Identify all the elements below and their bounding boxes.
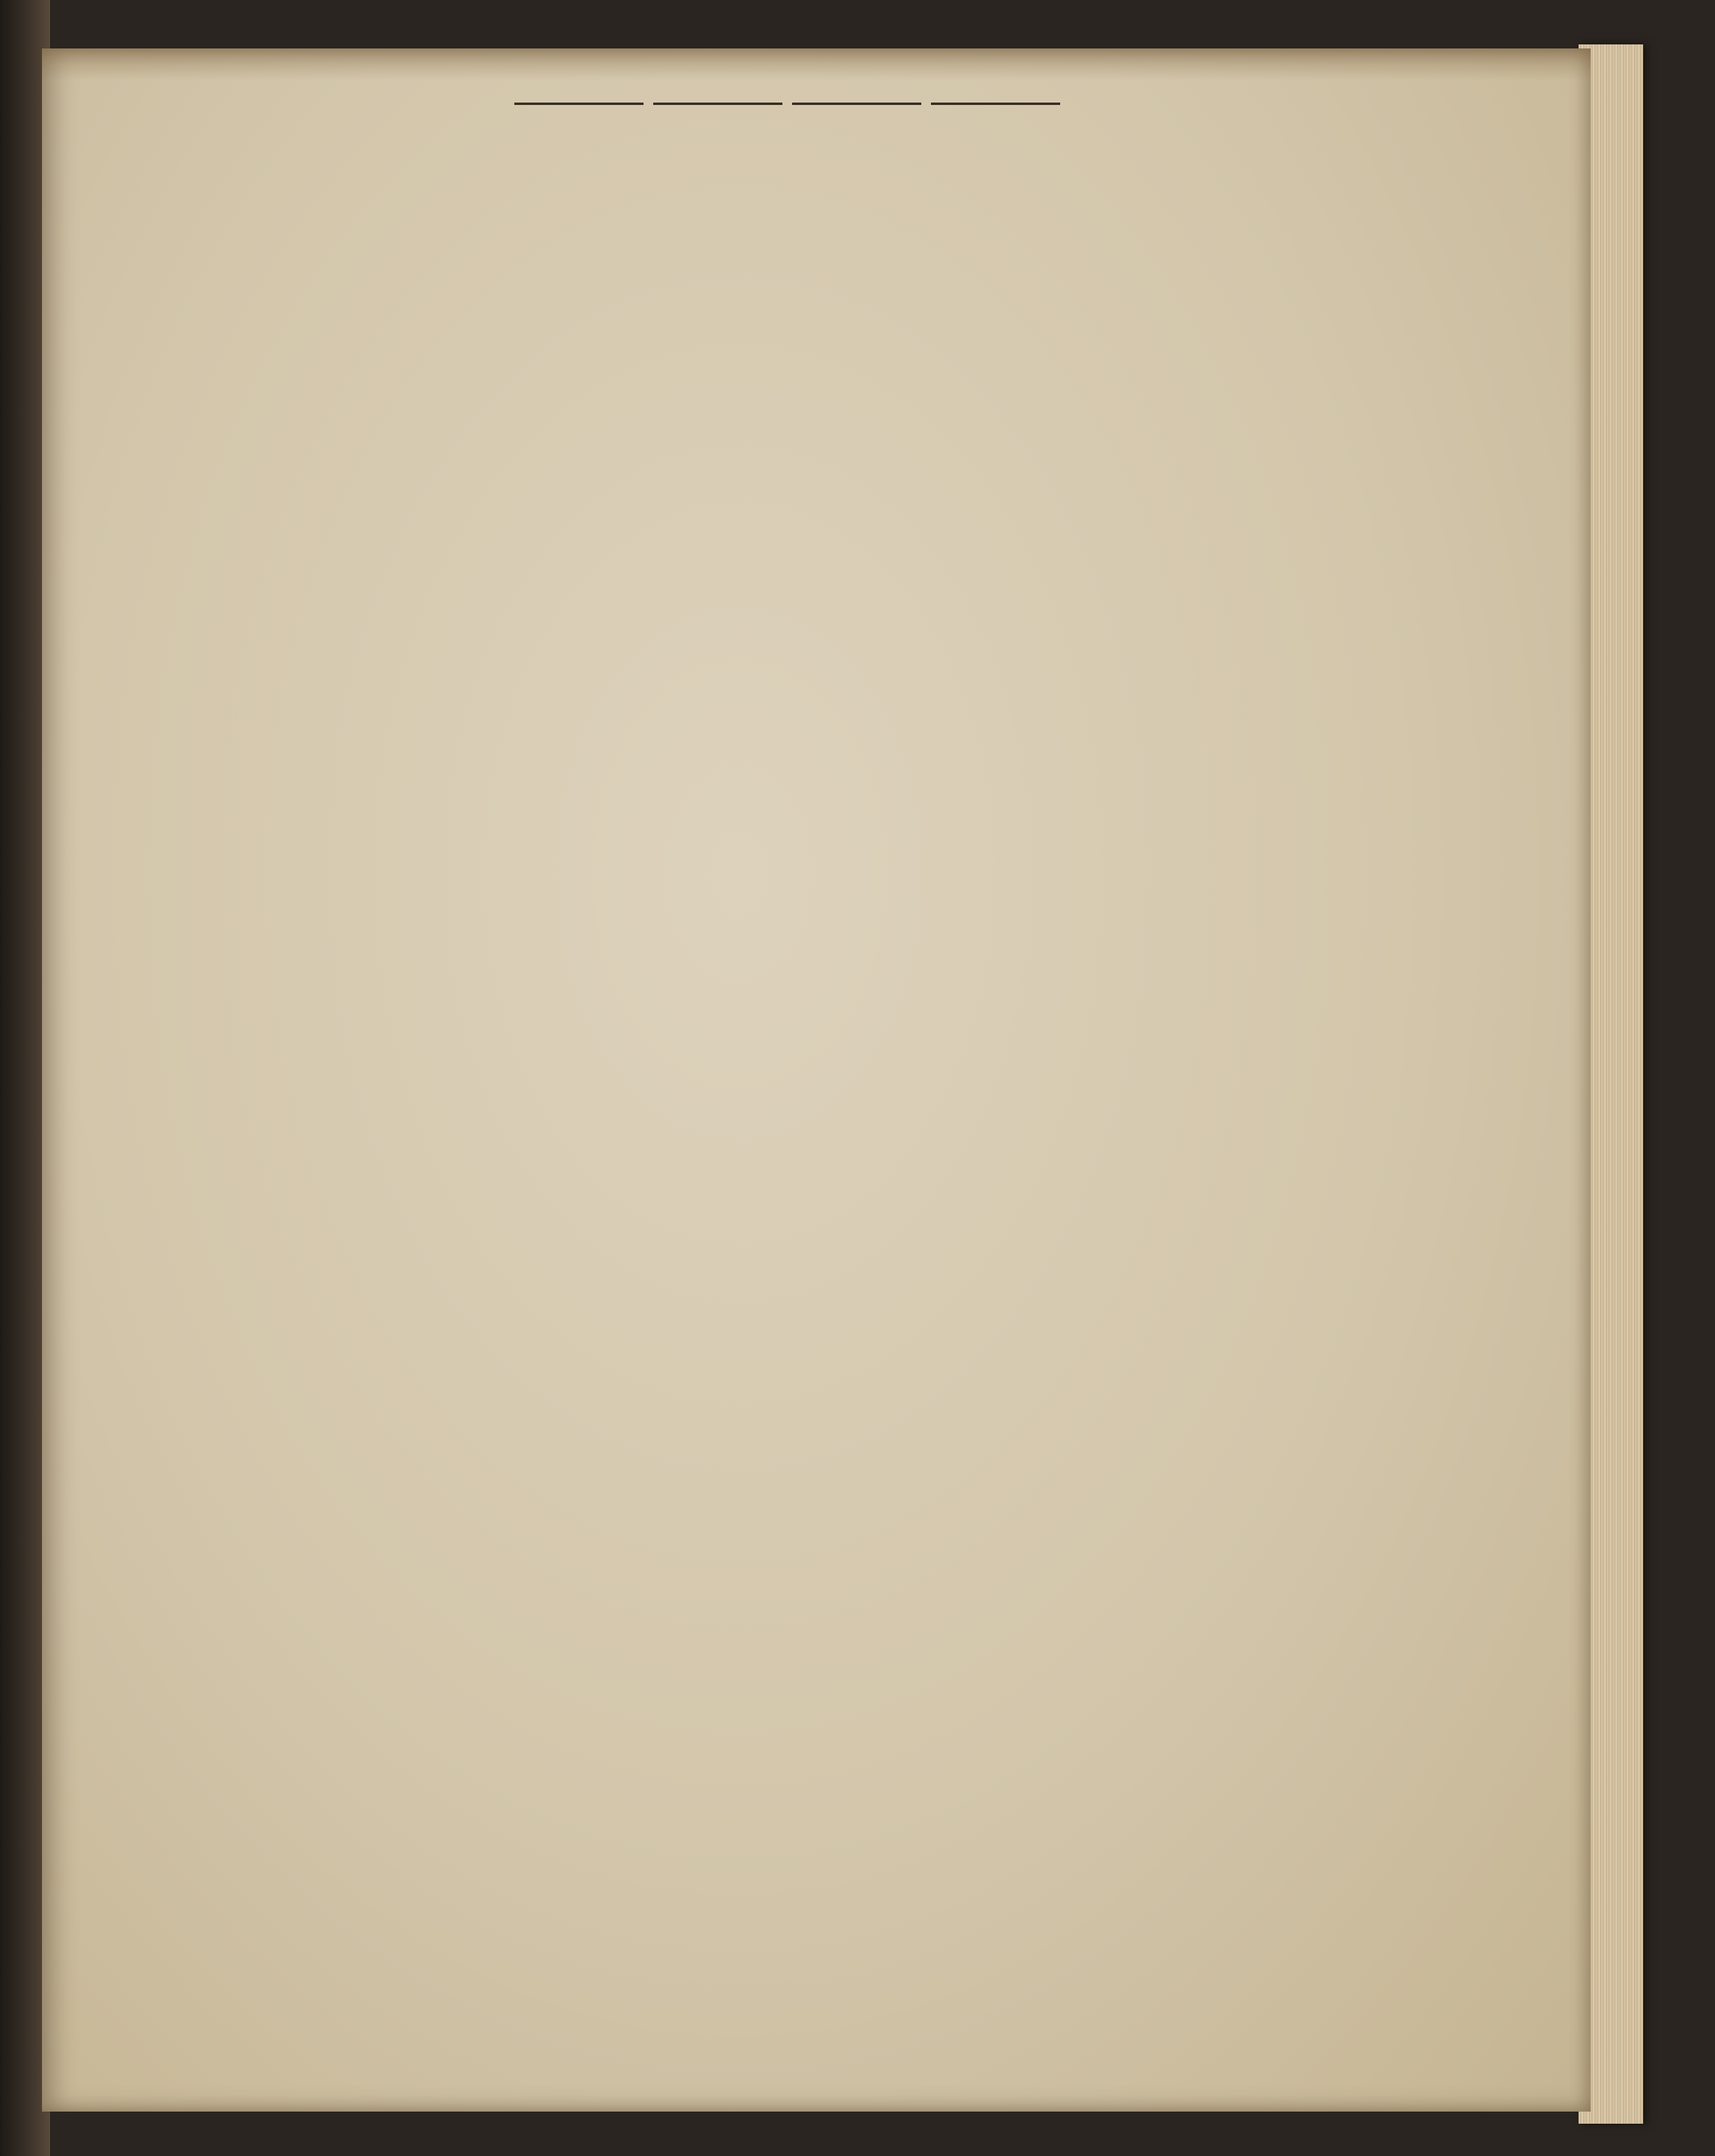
separator-rule [202,103,1373,105]
page-shade [42,48,1591,81]
price-line [202,113,1373,145]
book-page [42,48,1591,2112]
page-content [202,101,1373,163]
